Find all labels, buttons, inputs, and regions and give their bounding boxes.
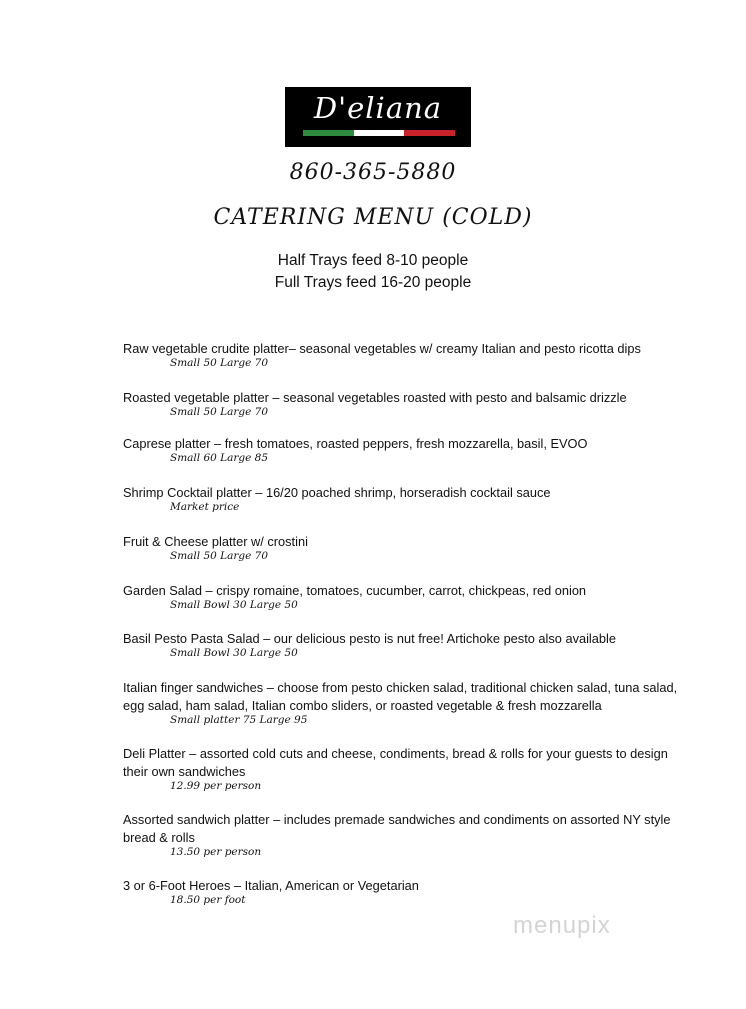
logo-text: D'eliana (313, 91, 443, 125)
item-price: 12.99 per person (170, 780, 262, 792)
item-desc: Basil Pesto Pasta Salad – our delicious pesto is nut free! Artichoke pesto also available (123, 631, 616, 646)
item-desc: 3 or 6-Foot Heroes – Italian, American or Vegetarian (123, 878, 419, 893)
italian-flag-stripe (303, 130, 455, 136)
item-price: 13.50 per person (170, 846, 262, 858)
watermark: menupix (513, 912, 611, 939)
item-price: Small 50 Large 70 (170, 550, 269, 562)
menu-item (123, 340, 693, 370)
item-price: Small Bowl 30 Large 50 (170, 599, 298, 611)
menu-item (123, 811, 693, 859)
item-desc: Fruit & Cheese platter w/ crostini (123, 534, 308, 549)
item-price: Small 50 Large 70 (170, 406, 269, 418)
item-price: Small platter 75 Large 95 (170, 714, 308, 726)
menu-item (123, 582, 693, 612)
tray-info-full: Full Trays feed 16-20 people (274, 274, 472, 291)
item-price: Small 60 Large 85 (170, 452, 269, 464)
item-desc: Italian finger sandwiches – choose from pesto chicken salad, traditional chicken salad, tuna salad, egg salad, ham salad, Italian combo sliders, or roasted vegetable & fresh mozzarella (123, 680, 678, 713)
logo (285, 87, 471, 147)
menu-item (123, 745, 693, 793)
item-desc: Shrimp Cocktail platter – 16/20 poached shrimp, horseradish cocktail sauce (123, 485, 551, 500)
menu-item (123, 435, 693, 465)
item-desc: Deli Platter – assorted cold cuts and cheese, condiments, bread & rolls for your guests to design their own sandwiches (123, 746, 668, 779)
item-desc: Roasted vegetable platter – seasonal vegetables roasted with pesto and balsamic drizzle (123, 390, 627, 405)
menu-item (123, 630, 693, 660)
item-desc: Caprese platter – fresh tomatoes, roasted peppers, fresh mozzarella, basil, EVOO (123, 436, 588, 451)
phone-number: 860-365-5880 (289, 160, 457, 185)
menu-item (123, 679, 693, 727)
item-price: 18.50 per foot (170, 894, 246, 906)
item-desc: Garden Salad – crispy romaine, tomatoes, cucumber, carrot, chickpeas, red onion (123, 583, 587, 598)
page-title: CATERING MENU (COLD) (213, 205, 533, 230)
item-price: Market price (170, 501, 240, 513)
item-price: Small Bowl 30 Large 50 (170, 647, 298, 659)
menu-item (123, 533, 693, 563)
menu-item (123, 877, 693, 907)
item-desc: Raw vegetable crudite platter– seasonal vegetables w/ creamy Italian and pesto ricotta dips (123, 341, 641, 356)
menu-item (123, 484, 693, 514)
item-desc: Assorted sandwich platter – includes premade sandwiches and condiments on assorted NY style bread & rolls (123, 812, 671, 845)
item-price: Small 50 Large 70 (170, 357, 269, 369)
tray-info-half: Half Trays feed 8-10 people (277, 252, 469, 269)
menu-item (123, 389, 693, 419)
